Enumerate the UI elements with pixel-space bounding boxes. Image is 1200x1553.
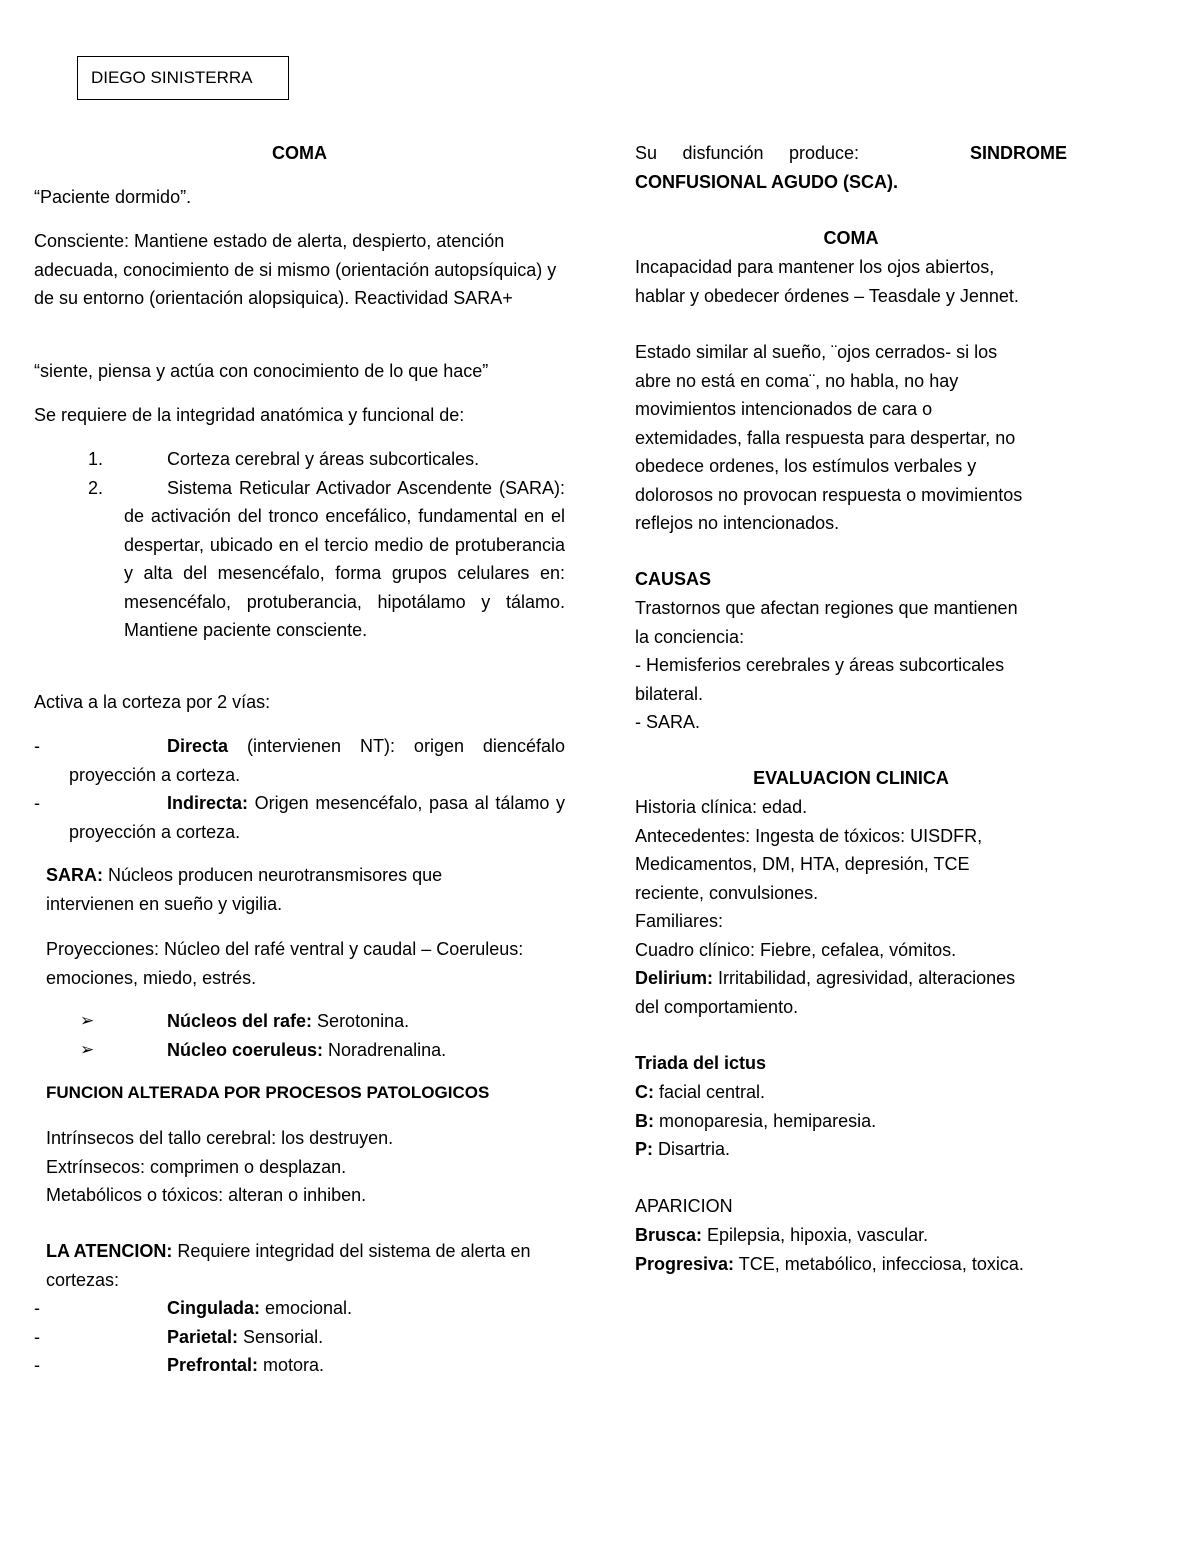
list-item: [34, 474, 565, 645]
list-item: ➢ Núcleo coeruleus: Noradrenalina.: [34, 1036, 565, 1065]
causas-lines: Trastornos que afectan regiones que mantienen la conciencia: - Hemisferios cerebrales y áreas subcorticales bilateral. - SARA.: [635, 598, 1018, 732]
list-item: [34, 445, 565, 474]
list-text: Sistema Reticular Activador Ascendente (SARA): de activación del tronco encefálico, fundamental en el despertar, ubicado en el tercio medio de protuberancia y alta del mesencéfalo, forma grupos celulares en: mesencéfalo, protuberancia, hipotálamo y tálamo. Mantiene paciente consciente.: [124, 477, 565, 640]
paragraph-proyecciones: Proyecciones: Núcleo del rafé ventral y caudal – Coeruleus: emociones, miedo, estrés.: [46, 939, 524, 988]
heading-evaluacion: EVALUACION CLINICA: [753, 768, 949, 788]
arrow-bullet-icon: ➢: [80, 1039, 95, 1059]
estado-paragraph: Estado similar al sueño, ¨ojos cerrados- si los abre no está en coma¨, no habla, no hay movimientos intencionados de cara o extemidades, falla respuesta para despertar, no obedece ordenes, los estímulos verbales y dolorosos no provocan respuesta o movimientos reflejos no intencionados.: [635, 342, 1023, 533]
list-item: - Directa (intervienen NT): origen diencéfalo proyección a corteza.: [34, 736, 565, 785]
nucleos-list: [34, 1007, 565, 1064]
heading-causas: CAUSAS: [635, 569, 712, 589]
list-number: 1.: [88, 449, 104, 469]
paragraph-consciente: Consciente: Mantiene estado de alerta, despierto, atención adecuada, conocimiento de si mismo (orientación autopsíquica) y de su entorno (orientación alopsiquica). Reactividad SARA+: [34, 231, 557, 308]
heading-triada: Triada del ictus: [635, 1053, 767, 1073]
funcion-lines: Intrínsecos del tallo cerebral: los destruyen. Extrínsecos: comprimen o desplazan. Metabólicos o tóxicos: alteran o inhiben.: [46, 1128, 394, 1205]
list-item: - Indirecta: Origen mesencéfalo, pasa al tálamo y proyección a corteza.: [34, 793, 565, 842]
list-item: - Cingulada: emocional.: [34, 1298, 353, 1318]
cortezas-list: [34, 1294, 565, 1380]
paragraph-atencion: LA ATENCION: Requiere integridad del sistema de alerta en cortezas:: [46, 1241, 531, 1290]
paragraph-sara: SARA: Núcleos producen neurotransmisores que intervienen en sueño y vigilia.: [46, 865, 443, 914]
list-item: ➢ Núcleos del rafe: Serotonina.: [34, 1007, 565, 1036]
right-coma-title: COMA: [823, 228, 879, 248]
disfuncion-line-2: CONFUSIONAL AGUDO (SCA).: [635, 172, 898, 192]
list-item: - Parietal: Sensorial.: [34, 1326, 324, 1347]
author-name-box: [77, 56, 289, 100]
arrow-bullet-icon: ➢: [80, 1011, 95, 1030]
paragraph-quote: “siente, piensa y actúa con conocimiento de lo que hace”: [34, 361, 489, 381]
paragraph-vias: Activa a la corteza por 2 vías:: [34, 692, 271, 712]
paragraph-paciente: “Paciente dormido”.: [34, 187, 192, 207]
paragraph-integridad: Se requiere de la integridad anatómica y funcional de:: [34, 405, 465, 425]
left-title: COMA: [272, 143, 327, 163]
numbered-list: [34, 445, 565, 645]
coma-definition: Incapacidad para mantener los ojos abiertos, hablar y obedecer órdenes – Teasdale y Jennet.: [635, 257, 1019, 306]
evaluacion-lines: Historia clínica: edad. Antecedentes: Ingesta de tóxicos: UISDFR, Medicamentos, DM, HTA, depresión, TCE reciente, convulsiones. Familiares: Cuadro clínico: Fiebre, cefalea, vómitos. Delirium: Irritabilidad, agresividad, alteraciones del comportamiento.: [635, 797, 1016, 1017]
vias-list: [34, 732, 565, 846]
triada-lines: C: facial central. B: monoparesia, hemiparesia. P: Disartria.: [635, 1082, 877, 1159]
author-name: DIEGO SINISTERRA: [91, 68, 253, 87]
aparicion-lines: Brusca: Epilepsia, hipoxia, vascular. Progresiva: TCE, metabólico, infecciosa, toxica.: [635, 1225, 1024, 1274]
heading-aparicion: APARICION: [635, 1196, 733, 1216]
list-item: - Prefrontal: motora.: [34, 1355, 325, 1375]
disfuncion-line: Su disfunción produce: SINDROME: [635, 143, 1067, 163]
list-number: 2.: [88, 477, 104, 498]
list-text: Corteza cerebral y áreas subcorticales.: [167, 449, 480, 469]
heading-funcion: FUNCION ALTERADA POR PROCESOS PATOLOGICOS: [46, 1083, 490, 1102]
